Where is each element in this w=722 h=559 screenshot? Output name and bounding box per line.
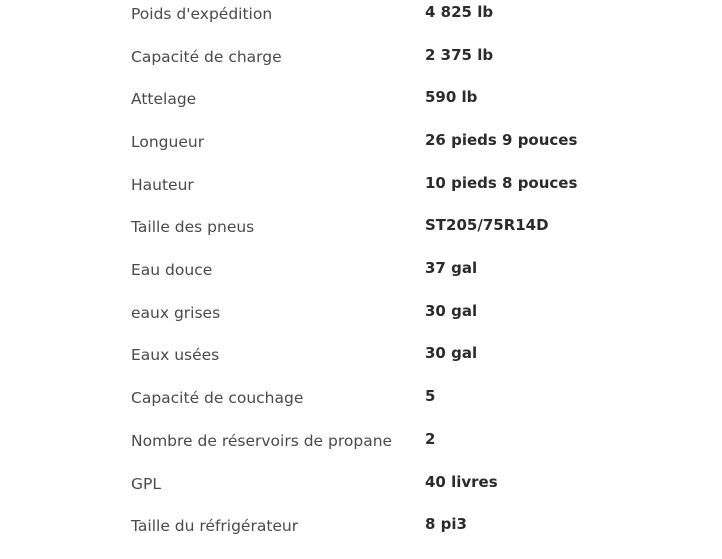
spec-label: Eaux usées <box>131 346 220 364</box>
spec-label: Nombre de réservoirs de propane <box>131 432 393 450</box>
spec-label: Taille du réfrigérateur <box>131 517 299 535</box>
spec-row-refrigerator-size <box>0 517 722 559</box>
spec-label: Attelage <box>131 90 197 108</box>
spec-value: 40 livres <box>425 473 498 491</box>
spec-value: 2 375 lb <box>425 46 494 64</box>
spec-row-length <box>0 133 722 175</box>
spec-value: 37 gal <box>425 259 478 277</box>
spec-value: 5 <box>425 387 436 405</box>
spec-label: Hauteur <box>131 176 194 194</box>
spec-label: Poids d'expédition <box>131 5 273 23</box>
spec-row-hitch-weight <box>0 90 722 132</box>
spec-label: Capacité de couchage <box>131 389 304 407</box>
spec-value: ST205/75R14D <box>425 216 549 234</box>
spec-label: Taille des pneus <box>131 218 255 236</box>
spec-value: 30 gal <box>425 302 478 320</box>
spec-value: 590 lb <box>425 88 478 106</box>
spec-row-sleeping-capacity <box>0 389 722 431</box>
spec-row-grey-water <box>0 304 722 346</box>
spec-row-lpg <box>0 475 722 517</box>
spec-row-cargo-capacity <box>0 48 722 90</box>
spec-row-shipping-weight <box>0 5 722 47</box>
spec-row-propane-tanks <box>0 432 722 474</box>
spec-value: 30 gal <box>425 344 478 362</box>
spec-row-black-water <box>0 346 722 388</box>
spec-label: GPL <box>131 475 161 493</box>
spec-label: Eau douce <box>131 261 213 279</box>
spec-value: 4 825 lb <box>425 3 494 21</box>
spec-label: Longueur <box>131 133 205 151</box>
spec-value: 26 pieds 9 pouces <box>425 131 578 149</box>
spec-label: Capacité de charge <box>131 48 282 66</box>
spec-row-tire-size <box>0 218 722 260</box>
spec-value: 8 pi3 <box>425 515 467 533</box>
spec-value: 10 pieds 8 pouces <box>425 174 578 192</box>
spec-row-fresh-water <box>0 261 722 303</box>
spec-row-height <box>0 176 722 218</box>
spec-label: eaux grises <box>131 304 221 322</box>
spec-value: 2 <box>425 430 436 448</box>
